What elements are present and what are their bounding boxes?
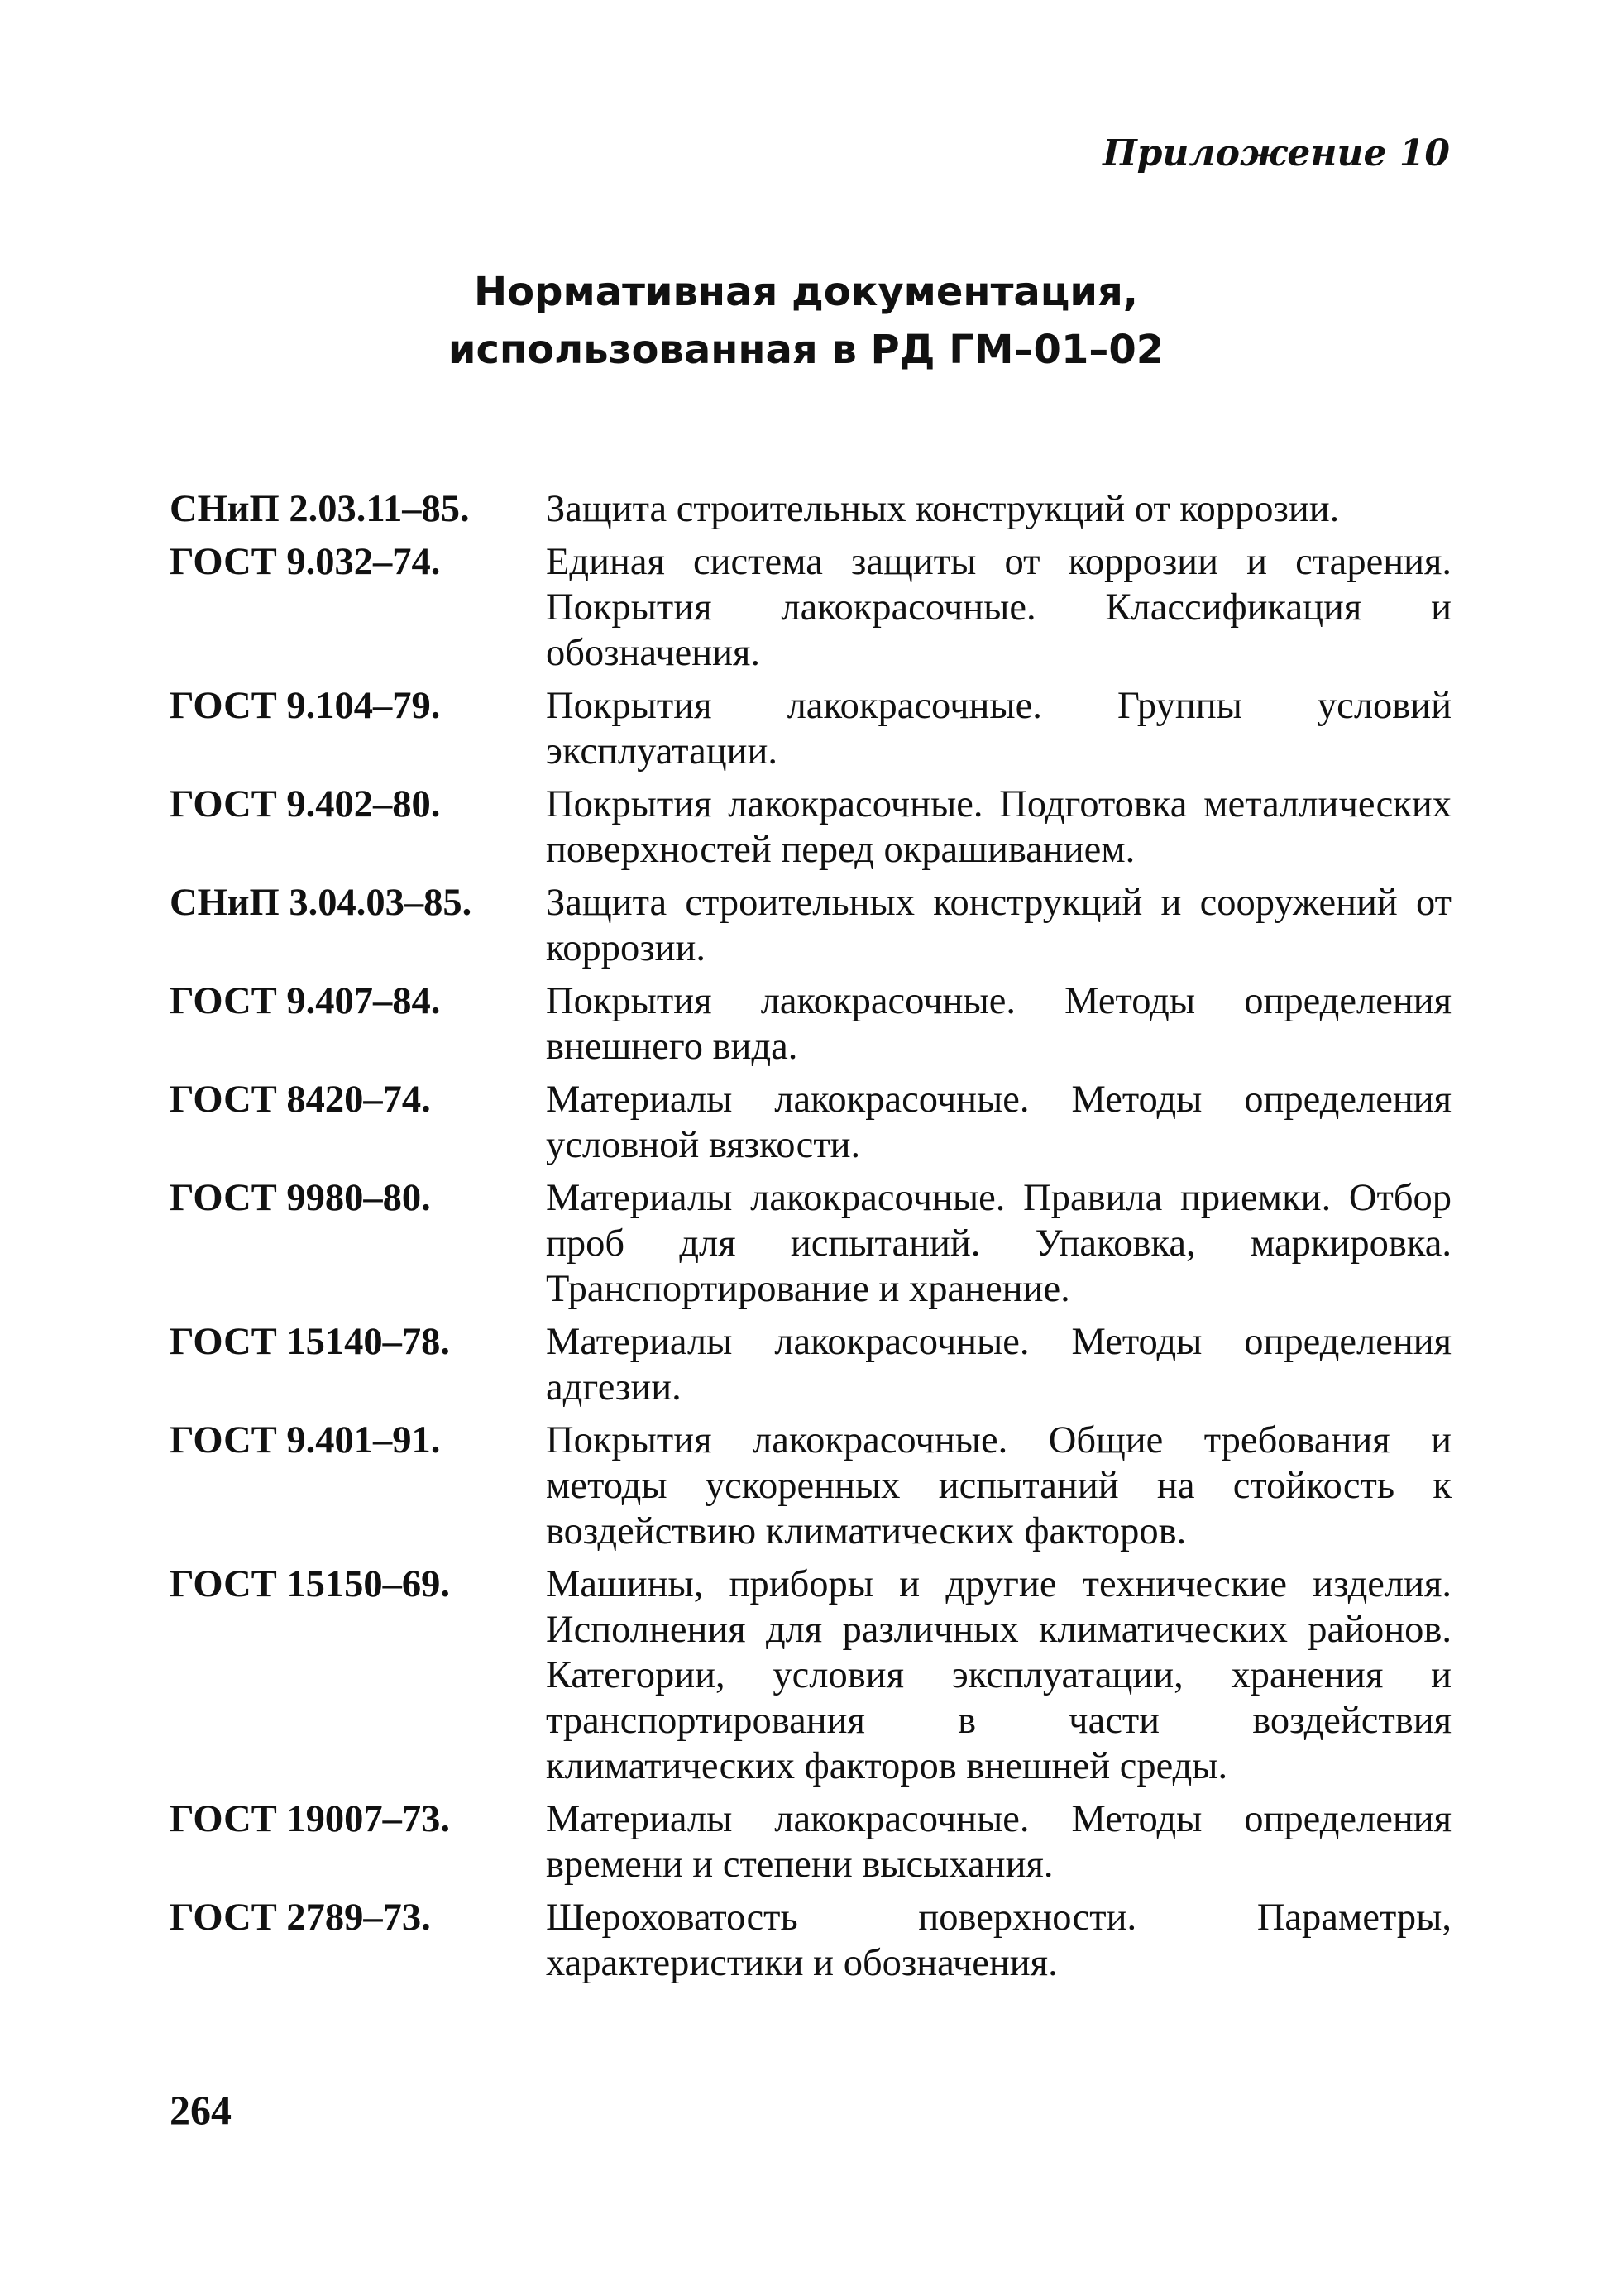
document-code: ГОСТ 2789–73. bbox=[170, 1897, 431, 1939]
document-description: Материалы лакокрасочные. Методы определения адгезии. bbox=[546, 1321, 1452, 1409]
list-item bbox=[170, 486, 1452, 532]
document-description: Машины, приборы и другие технические изделия. Исполнения для различных климатических районов. Категории, условия эксплуатации, хранения и транспортирования в части воздействия климатических факторов внешней среды. bbox=[546, 1563, 1452, 1787]
document-description: Единая система защиты от коррозии и старения. Покрытия лакокрасочные. Классификация и обозначения. bbox=[546, 541, 1452, 674]
page-title bbox=[0, 263, 1612, 379]
document-description: Материалы лакокрасочные. Правила приемки. Отбор проб для испытаний. Упаковка, маркировка. Транспортирование и хранение. bbox=[546, 1177, 1452, 1310]
page-number: 264 bbox=[170, 2087, 232, 2133]
document-code: ГОСТ 9.401–91. bbox=[170, 1419, 441, 1461]
document-description: Покрытия лакокрасочные. Методы определения внешнего вида. bbox=[546, 980, 1452, 1068]
list-item bbox=[170, 683, 1452, 774]
document-code: ГОСТ 9.104–79. bbox=[170, 685, 441, 727]
document-description: Покрытия лакокрасочные. Группы условий эксплуатации. bbox=[546, 685, 1452, 773]
document-code: ГОСТ 8420–74. bbox=[170, 1079, 431, 1121]
title-line-2: использованная в РД ГМ–01–02 bbox=[447, 327, 1165, 373]
document-code: ГОСТ 9.032–74. bbox=[170, 541, 441, 583]
list-item bbox=[170, 1562, 1452, 1789]
list-item bbox=[170, 1077, 1452, 1168]
list-item bbox=[170, 539, 1452, 676]
document-code: ГОСТ 15150–69. bbox=[170, 1563, 451, 1605]
title-line-1: Нормативная документация, bbox=[473, 269, 1139, 315]
list-item bbox=[170, 978, 1452, 1069]
document-code: СНиП 2.03.11–85. bbox=[170, 488, 470, 530]
list-item bbox=[170, 880, 1452, 971]
list-item bbox=[170, 1796, 1452, 1887]
document-description: Шероховатость поверхности. Параметры, характеристики и обозначения. bbox=[546, 1897, 1452, 1984]
document-description: Защита строительных конструкций от коррозии. bbox=[546, 488, 1340, 530]
document-code: ГОСТ 9980–80. bbox=[170, 1177, 431, 1219]
document-code: ГОСТ 15140–78. bbox=[170, 1321, 451, 1363]
list-item bbox=[170, 1319, 1452, 1410]
list-item bbox=[170, 1175, 1452, 1312]
appendix-label: Приложение 10 bbox=[1103, 132, 1450, 175]
list-item bbox=[170, 1895, 1452, 1986]
document-description: Защита строительных конструкций и сооружений от коррозии. bbox=[546, 882, 1452, 969]
document-description: Материалы лакокрасочные. Методы определения условной вязкости. bbox=[546, 1079, 1452, 1166]
document-code: ГОСТ 19007–73. bbox=[170, 1798, 451, 1840]
document-code: СНиП 3.04.03–85. bbox=[170, 882, 472, 924]
document-description: Материалы лакокрасочные. Методы определения времени и степени высыхания. bbox=[546, 1798, 1452, 1886]
document-code: ГОСТ 9.407–84. bbox=[170, 980, 441, 1022]
document-description: Покрытия лакокрасочные. Общие требования и методы ускоренных испытаний на стойкость к воздействию климатических факторов. bbox=[546, 1419, 1452, 1552]
document-code: ГОСТ 9.402–80. bbox=[170, 783, 441, 825]
document-description: Покрытия лакокрасочные. Подготовка металлических поверхностей перед окрашиванием. bbox=[546, 783, 1452, 871]
document-list bbox=[170, 486, 1452, 1993]
list-item bbox=[170, 1418, 1452, 1554]
list-item bbox=[170, 782, 1452, 873]
